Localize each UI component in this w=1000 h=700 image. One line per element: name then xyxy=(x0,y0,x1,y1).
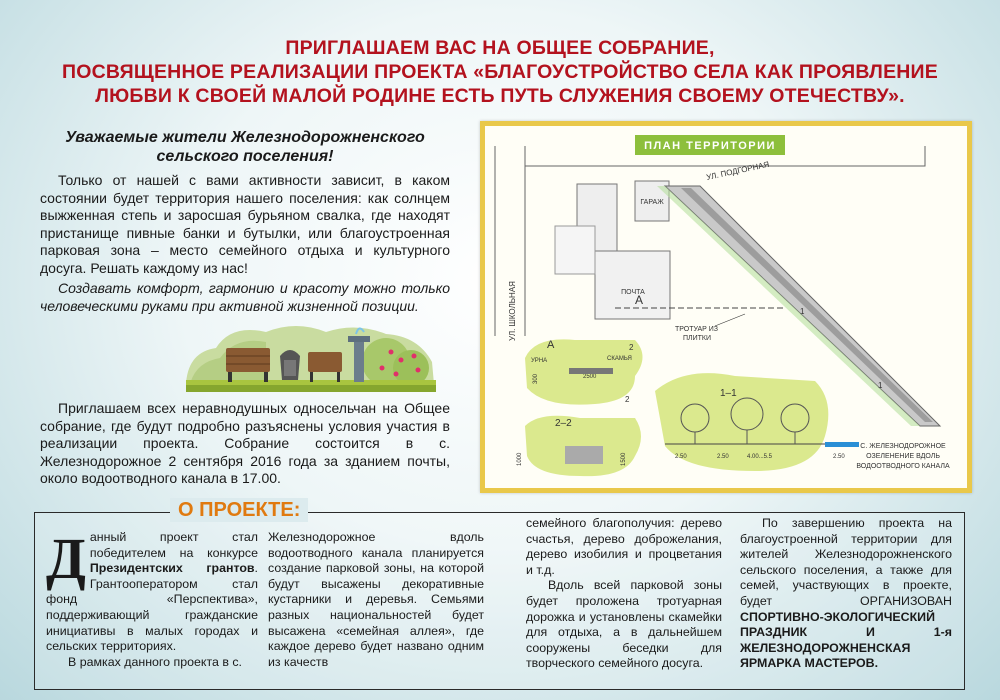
plan-caption-line-3: ВОДООТВОДНОГО КАНАЛА xyxy=(856,463,950,470)
paragraph-invitation: Приглашаем всех неравнодушных односельчан на Общее собрание, где будут подробно разъяснены условия участия в реализации проекта. Собрание состоится в с. Железнодорожное 2 сентября 2016 года за зданием почты, около водоотводного канала в 17.00. xyxy=(40,400,450,487)
mark-2-top: 2 xyxy=(629,343,634,352)
territory-plan-frame xyxy=(480,121,972,493)
garage-label: ГАРАЖ xyxy=(640,199,664,206)
project-column-3 xyxy=(526,516,722,672)
project-column-2 xyxy=(268,530,484,670)
sidewalk-label-2: ПЛИТКИ xyxy=(683,335,712,342)
project-col1-bold: Президентских грантов xyxy=(89,561,255,576)
dim-1500: 1500 xyxy=(621,452,627,466)
greeting-line-1: Уважаемые жители Железнодорожненского xyxy=(65,129,425,146)
mark-1-bottom: 1 xyxy=(878,381,883,390)
page-title xyxy=(60,36,940,108)
project-col4-bold: СПОРТИВНО-ЭКОЛОГИЧЕСКИЙ ПРАЗДНИК И 1-я ЖЕЛЕЗНОДОРОЖНЕНСКАЯ ЯРМАРКА МАСТЕРОВ. xyxy=(740,609,952,671)
paragraph-comfort: Создавать комфорт, гармонию и красоту можно только человеческими руками при активной жизненной позиции. xyxy=(40,280,450,314)
street-label-podgornaya: УЛ. ПОДГОРНАЯ xyxy=(705,159,771,182)
dim-250-c: 2.50 xyxy=(833,454,845,460)
bench-label: СКАМЬЯ xyxy=(607,356,632,362)
paragraph-activity: Только от нашей с вами активности зависит, в каком состоянии будет территория нашего поселения: как солнцем выжженная степь и заросшая бурьяном свалка, где находят пристанище пивные банки и бутылки, или благоустроенная парковая зона – место семейного отдыха и культурного досуга. Решать каждому из нас! xyxy=(40,172,450,276)
plan-caption-line-1: С. ЖЕЛЕЗНОДОРОЖНОЕ xyxy=(860,443,946,450)
mark-2-bottom: 2 xyxy=(625,395,630,404)
territory-plan xyxy=(485,126,967,488)
section-11-label: 1–1 xyxy=(720,388,737,399)
mark-1-top: 1 xyxy=(800,307,805,316)
project-col1-text-b: . Грантооператором стал фонд «Перспектива», поддерживающий гражданские инициативы в малых городах и сельских территориях. xyxy=(46,561,258,654)
greeting-heading xyxy=(40,128,450,166)
section-a-label: А xyxy=(635,293,644,307)
detail-a-label: А xyxy=(547,339,555,351)
drop-cap: Д xyxy=(46,526,86,591)
post-office-label: ПОЧТА xyxy=(621,289,645,296)
plan-title: ПЛАН ТЕРРИТОРИИ xyxy=(644,140,776,152)
project-heading: О ПРОЕКТЕ: xyxy=(170,498,308,522)
section-22-label: 2–2 xyxy=(555,418,572,429)
project-column-4 xyxy=(740,516,952,672)
project-column-1 xyxy=(46,526,258,670)
title-line-3: ЛЮБВИ К СВОЕЙ МАЛОЙ РОДИНЕ ЕСТЬ ПУТЬ СЛУЖЕНИЯ СВОЕМУ ОТЕЧЕСТВУ». xyxy=(95,85,905,107)
project-col3-text-b: Вдоль всей парковой зоны будет проложена тротуарная дорожка и установлены скамейки для отдыха, а в дальнейшем сооружены беседки для творческого семейного досуга. xyxy=(526,578,722,671)
dim-1000: 1000 xyxy=(517,452,523,466)
project-col4-text: По завершению проекта на благоустроенной территории для жителей Железнодорожненского сельского поселения, а также для семей, участвующих в проекте, будет ОРГАНИЗОВАН xyxy=(740,516,952,608)
project-col1-text-a: анный проект стал победителем на конкурсе xyxy=(89,530,258,560)
plan-caption-line-2: ОЗЕЛЕНЕНИЕ ВДОЛЬ xyxy=(866,453,940,460)
project-col3-text-a: семейного благополучия: дерево счастья, дерево доброжелания, дерево изобилия и процветания и т.д. xyxy=(526,516,722,577)
dim-250-b: 2.50 xyxy=(717,454,729,460)
street-label-shkolnaya: УЛ. ШКОЛЬНАЯ xyxy=(508,281,517,341)
park-illustration xyxy=(186,322,436,392)
dim-4055: 4.00...5.5 xyxy=(747,454,773,460)
sidewalk-label-1: ТРОТУАР ИЗ xyxy=(675,326,719,333)
urn-label: УРНА xyxy=(531,358,548,364)
project-col2-text: Железнодорожное вдоль водоотводного канала планируется создание парковой зоны, на которой будут высажены декоративные кустарники и деревья. Семьями разных национальностей будет высажена «семейная аллея», где каждое дерево будет названо одним из качеств xyxy=(268,530,484,669)
greeting-line-2: сельского поселения! xyxy=(156,148,334,165)
dim-300: 300 xyxy=(533,373,539,384)
project-col1-text-c: В рамках данного проекта в с. xyxy=(68,654,242,669)
dim-250-a: 2.50 xyxy=(675,454,687,460)
title-line-2: ПОСВЯЩЕННОЕ РЕАЛИЗАЦИИ ПРОЕКТА «БЛАГОУСТРОЙСТВО СЕЛА КАК ПРОЯВЛЕНИЕ xyxy=(62,61,938,83)
title-line-1: ПРИГЛАШАЕМ ВАС НА ОБЩЕЕ СОБРАНИЕ, xyxy=(285,37,715,59)
dim-2500: 2500 xyxy=(583,374,597,380)
